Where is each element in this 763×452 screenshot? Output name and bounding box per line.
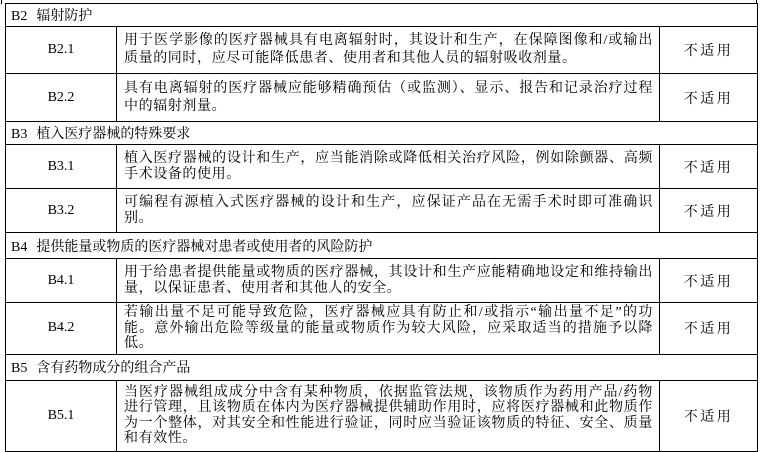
requirement-text-cell: 植入医疗器械的设计和生产，应当能消除或降低相关治疗风险，例如除颤器、高频手术设备的使用。 <box>117 145 660 189</box>
applicability-cell: 不适用 <box>660 380 758 451</box>
clause-id-cell: B4.1 <box>6 259 117 303</box>
requirement-text-cell: 当医疗器械组成成分中含有某种物质，依据监管法规，该物质作为药用产品/药物进行管理，且该物质在体内为医疗器械提供辅助作用时，应将医疗器械和此物质作为一个整体，对其安全和性能进行验证，同时应当验证该物质的特征、安全、质量和有效性。 <box>117 380 660 451</box>
applicability-cell: 不适用 <box>660 27 758 74</box>
section-id: B3 <box>11 127 28 142</box>
section-title: 提供能量或物质的医疗器械对患者或使用者的风险防护 <box>36 239 373 255</box>
section-id: B2 <box>11 9 28 24</box>
clause-id-cell: B3.2 <box>6 189 117 233</box>
section-title: 植入医疗器械的特殊要求 <box>36 127 191 142</box>
section-title: 辐射防护 <box>36 9 93 24</box>
section-id: B5 <box>11 361 28 376</box>
table-row <box>6 189 758 233</box>
requirement-text-cell: 可编程有源植入式医疗器械的设计和生产，应保证产品在无需手术时即可准确识别。 <box>117 189 660 233</box>
table-row <box>6 74 758 122</box>
table-row <box>6 380 758 451</box>
section-title: 含有药物成分的组合产品 <box>36 361 191 376</box>
requirements-table <box>5 3 758 452</box>
clause-id-cell: B2.1 <box>6 27 117 74</box>
clause-id-cell: B2.2 <box>6 74 117 122</box>
applicability-cell: 不适用 <box>660 189 758 233</box>
section-header-cell <box>6 122 758 145</box>
section-header-row <box>6 4 758 27</box>
section-header-row <box>6 233 758 259</box>
applicability-cell: 不适用 <box>660 303 758 355</box>
requirement-text-cell: 用于医学影像的医疗器械具有电离辐射时，其设计和生产，在保障图像和/或输出质量的同时，应尽可能降低患者、使用者和其他人员的辐射吸收剂量。 <box>117 27 660 74</box>
requirement-text-cell: 具有电离辐射的医疗器械应能够精确预估（或监测）、显示、报告和记录治疗过程中的辐射剂量。 <box>117 74 660 122</box>
applicability-cell: 不适用 <box>660 74 758 122</box>
table-continuation-tick-left <box>1 0 2 4</box>
table-row <box>6 259 758 303</box>
table-row <box>6 145 758 189</box>
section-header-cell <box>6 354 758 380</box>
section-header-row <box>6 122 758 145</box>
table-row <box>6 303 758 355</box>
section-header-cell <box>6 4 758 27</box>
section-id: B4 <box>11 239 28 255</box>
clause-id-cell: B3.1 <box>6 145 117 189</box>
requirement-text-cell: 用于给患者提供能量或物质的医疗器械，其设计和生产应能精确地设定和维持输出量，以保证患者、使用者和其他人的安全。 <box>117 259 660 303</box>
clause-id-cell: B4.2 <box>6 303 117 355</box>
clause-id-cell: B5.1 <box>6 380 117 451</box>
table-row <box>6 27 758 74</box>
section-header-cell <box>6 233 758 259</box>
section-header-row <box>6 354 758 380</box>
applicability-cell: 不适用 <box>660 259 758 303</box>
requirement-text-cell: 若输出量不足可能导致危险，医疗器械应具有防止和/或指示“输出量不足”的功能。意外输出危险等级量的能量或物质作为较大风险，应采取适当的措施予以降低。 <box>117 303 660 355</box>
applicability-cell: 不适用 <box>660 145 758 189</box>
